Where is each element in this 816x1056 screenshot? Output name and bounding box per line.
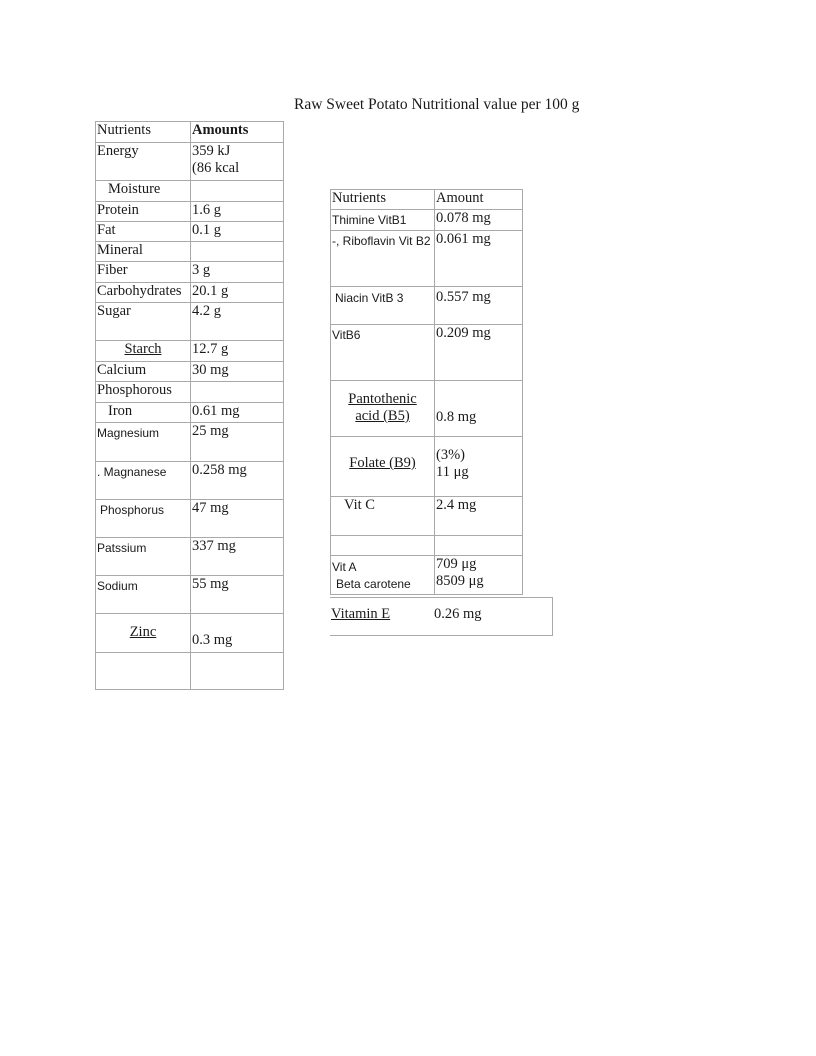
amount-line: 11 μg	[436, 464, 469, 480]
table-row	[96, 576, 284, 614]
table-row	[96, 242, 284, 262]
nutrient-amount: 0.061 mg	[435, 231, 523, 287]
nutrient-name: Phosphorus	[96, 500, 191, 538]
nutrient-name: Calcium	[96, 362, 191, 382]
nutrient-amount	[191, 242, 284, 262]
nutrient-amount: 0.1 g	[191, 222, 284, 242]
nutrient-name: Sugar	[96, 303, 191, 341]
table-header-row	[331, 190, 523, 210]
table-row	[96, 423, 284, 462]
nutrient-name: Carbohydrates	[96, 283, 191, 303]
nutrition-table-minerals	[95, 121, 284, 690]
table-row	[96, 341, 284, 362]
nutrient-name-line: Vit A	[332, 560, 357, 574]
nutrient-name: Magnesium	[96, 423, 191, 462]
table-row	[331, 497, 523, 536]
table-row-vitamin-e	[330, 597, 553, 636]
nutrient-amount: 25 mg	[191, 423, 284, 462]
table-row	[331, 210, 523, 231]
page-title: Raw Sweet Potato Nutritional value per 100 g	[294, 96, 580, 113]
table-row	[331, 437, 523, 497]
table-row	[331, 325, 523, 381]
nutrient-amount: 1.6 g	[191, 202, 284, 222]
nutrient-amount: 0.26 mg	[434, 606, 482, 622]
nutrient-name-line: acid (B5)	[355, 408, 410, 424]
amount-line: (86 kcal	[192, 160, 240, 176]
nutrient-name-line: Beta carotene	[336, 577, 411, 591]
nutrient-amount: 0.61 mg	[191, 403, 284, 423]
nutrient-amount: 2.4 mg	[435, 497, 523, 536]
nutrient-name	[331, 381, 435, 437]
table-row	[96, 283, 284, 303]
nutrient-amount	[435, 536, 523, 556]
nutrient-name: Folate (B9)	[331, 437, 435, 497]
table-row	[96, 222, 284, 242]
nutrient-name: Iron	[96, 403, 191, 423]
nutrient-amount: 12.7 g	[191, 341, 284, 362]
table-row	[96, 500, 284, 538]
nutrient-amount	[191, 382, 284, 403]
table-row	[96, 303, 284, 341]
amount-line: 709 μg	[436, 556, 477, 572]
amount-line: 359 kJ	[192, 143, 231, 159]
table-row	[96, 362, 284, 382]
table-row	[331, 536, 523, 556]
nutrient-amount: 0.258 mg	[191, 462, 284, 500]
nutrient-name: Sodium	[96, 576, 191, 614]
nutrient-amount: 47 mg	[191, 500, 284, 538]
header-nutrients: Nutrients	[331, 190, 435, 210]
table-row	[96, 143, 284, 181]
nutrient-amount	[435, 556, 523, 595]
nutrient-name-line: Pantothenic	[348, 391, 417, 407]
nutrient-name: Thimine VitB1	[331, 210, 435, 231]
nutrient-name	[331, 556, 435, 595]
header-amounts: Amounts	[191, 122, 284, 143]
nutrient-amount	[191, 181, 284, 202]
nutrient-name: Vit C	[331, 497, 435, 536]
nutrient-amount: 30 mg	[191, 362, 284, 382]
nutrient-name: Phosphorous	[96, 382, 191, 403]
nutrient-name: Fat	[96, 222, 191, 242]
amount-line: (3%)	[436, 447, 465, 463]
nutrient-name: Fiber	[96, 262, 191, 283]
nutrient-name	[96, 653, 191, 690]
nutrient-name: VitB6	[331, 325, 435, 381]
nutrition-table-vitamins	[330, 189, 523, 595]
table-row	[96, 538, 284, 576]
nutrient-name: Mineral	[96, 242, 191, 262]
nutrient-name: Starch	[96, 341, 191, 362]
nutrient-amount: 4.2 g	[191, 303, 284, 341]
table-row	[96, 653, 284, 690]
table-row	[96, 262, 284, 283]
nutrient-name: Protein	[96, 202, 191, 222]
table-row	[96, 181, 284, 202]
nutrient-name	[331, 536, 435, 556]
nutrient-name: -, Riboflavin Vit B2	[331, 231, 435, 287]
table-row	[96, 403, 284, 423]
nutrient-name: Patssium	[96, 538, 191, 576]
nutrient-amount: 0.557 mg	[435, 287, 523, 325]
nutrient-amount: 3 g	[191, 262, 284, 283]
nutrient-name: . Magnanese	[96, 462, 191, 500]
table-header-row	[96, 122, 284, 143]
nutrient-amount	[191, 653, 284, 690]
table-row	[96, 382, 284, 403]
nutrient-amount	[435, 437, 523, 497]
table-row	[96, 462, 284, 500]
nutrient-amount: 337 mg	[191, 538, 284, 576]
table-row	[331, 556, 523, 595]
nutrient-amount: 0.209 mg	[435, 325, 523, 381]
table-row	[96, 614, 284, 653]
amount-line: 8509 μg	[436, 573, 484, 589]
table-row	[331, 231, 523, 287]
nutrient-name: Zinc	[96, 614, 191, 653]
table-row	[331, 381, 523, 437]
header-amount: Amount	[435, 190, 523, 210]
nutrient-name: Vitamin E	[331, 606, 391, 622]
nutrient-amount: 0.078 mg	[435, 210, 523, 231]
table-row	[96, 202, 284, 222]
table-row	[331, 287, 523, 325]
nutrient-amount: 55 mg	[191, 576, 284, 614]
nutrient-amount: 0.8 mg	[435, 381, 523, 437]
nutrient-name: Energy	[96, 143, 191, 181]
nutrient-amount	[191, 143, 284, 181]
nutrient-name: Moisture	[96, 181, 191, 202]
nutrient-amount: 0.3 mg	[191, 614, 284, 653]
nutrient-amount: 20.1 g	[191, 283, 284, 303]
nutrient-name: Niacin VitB 3	[331, 287, 435, 325]
header-nutrients: Nutrients	[96, 122, 191, 143]
